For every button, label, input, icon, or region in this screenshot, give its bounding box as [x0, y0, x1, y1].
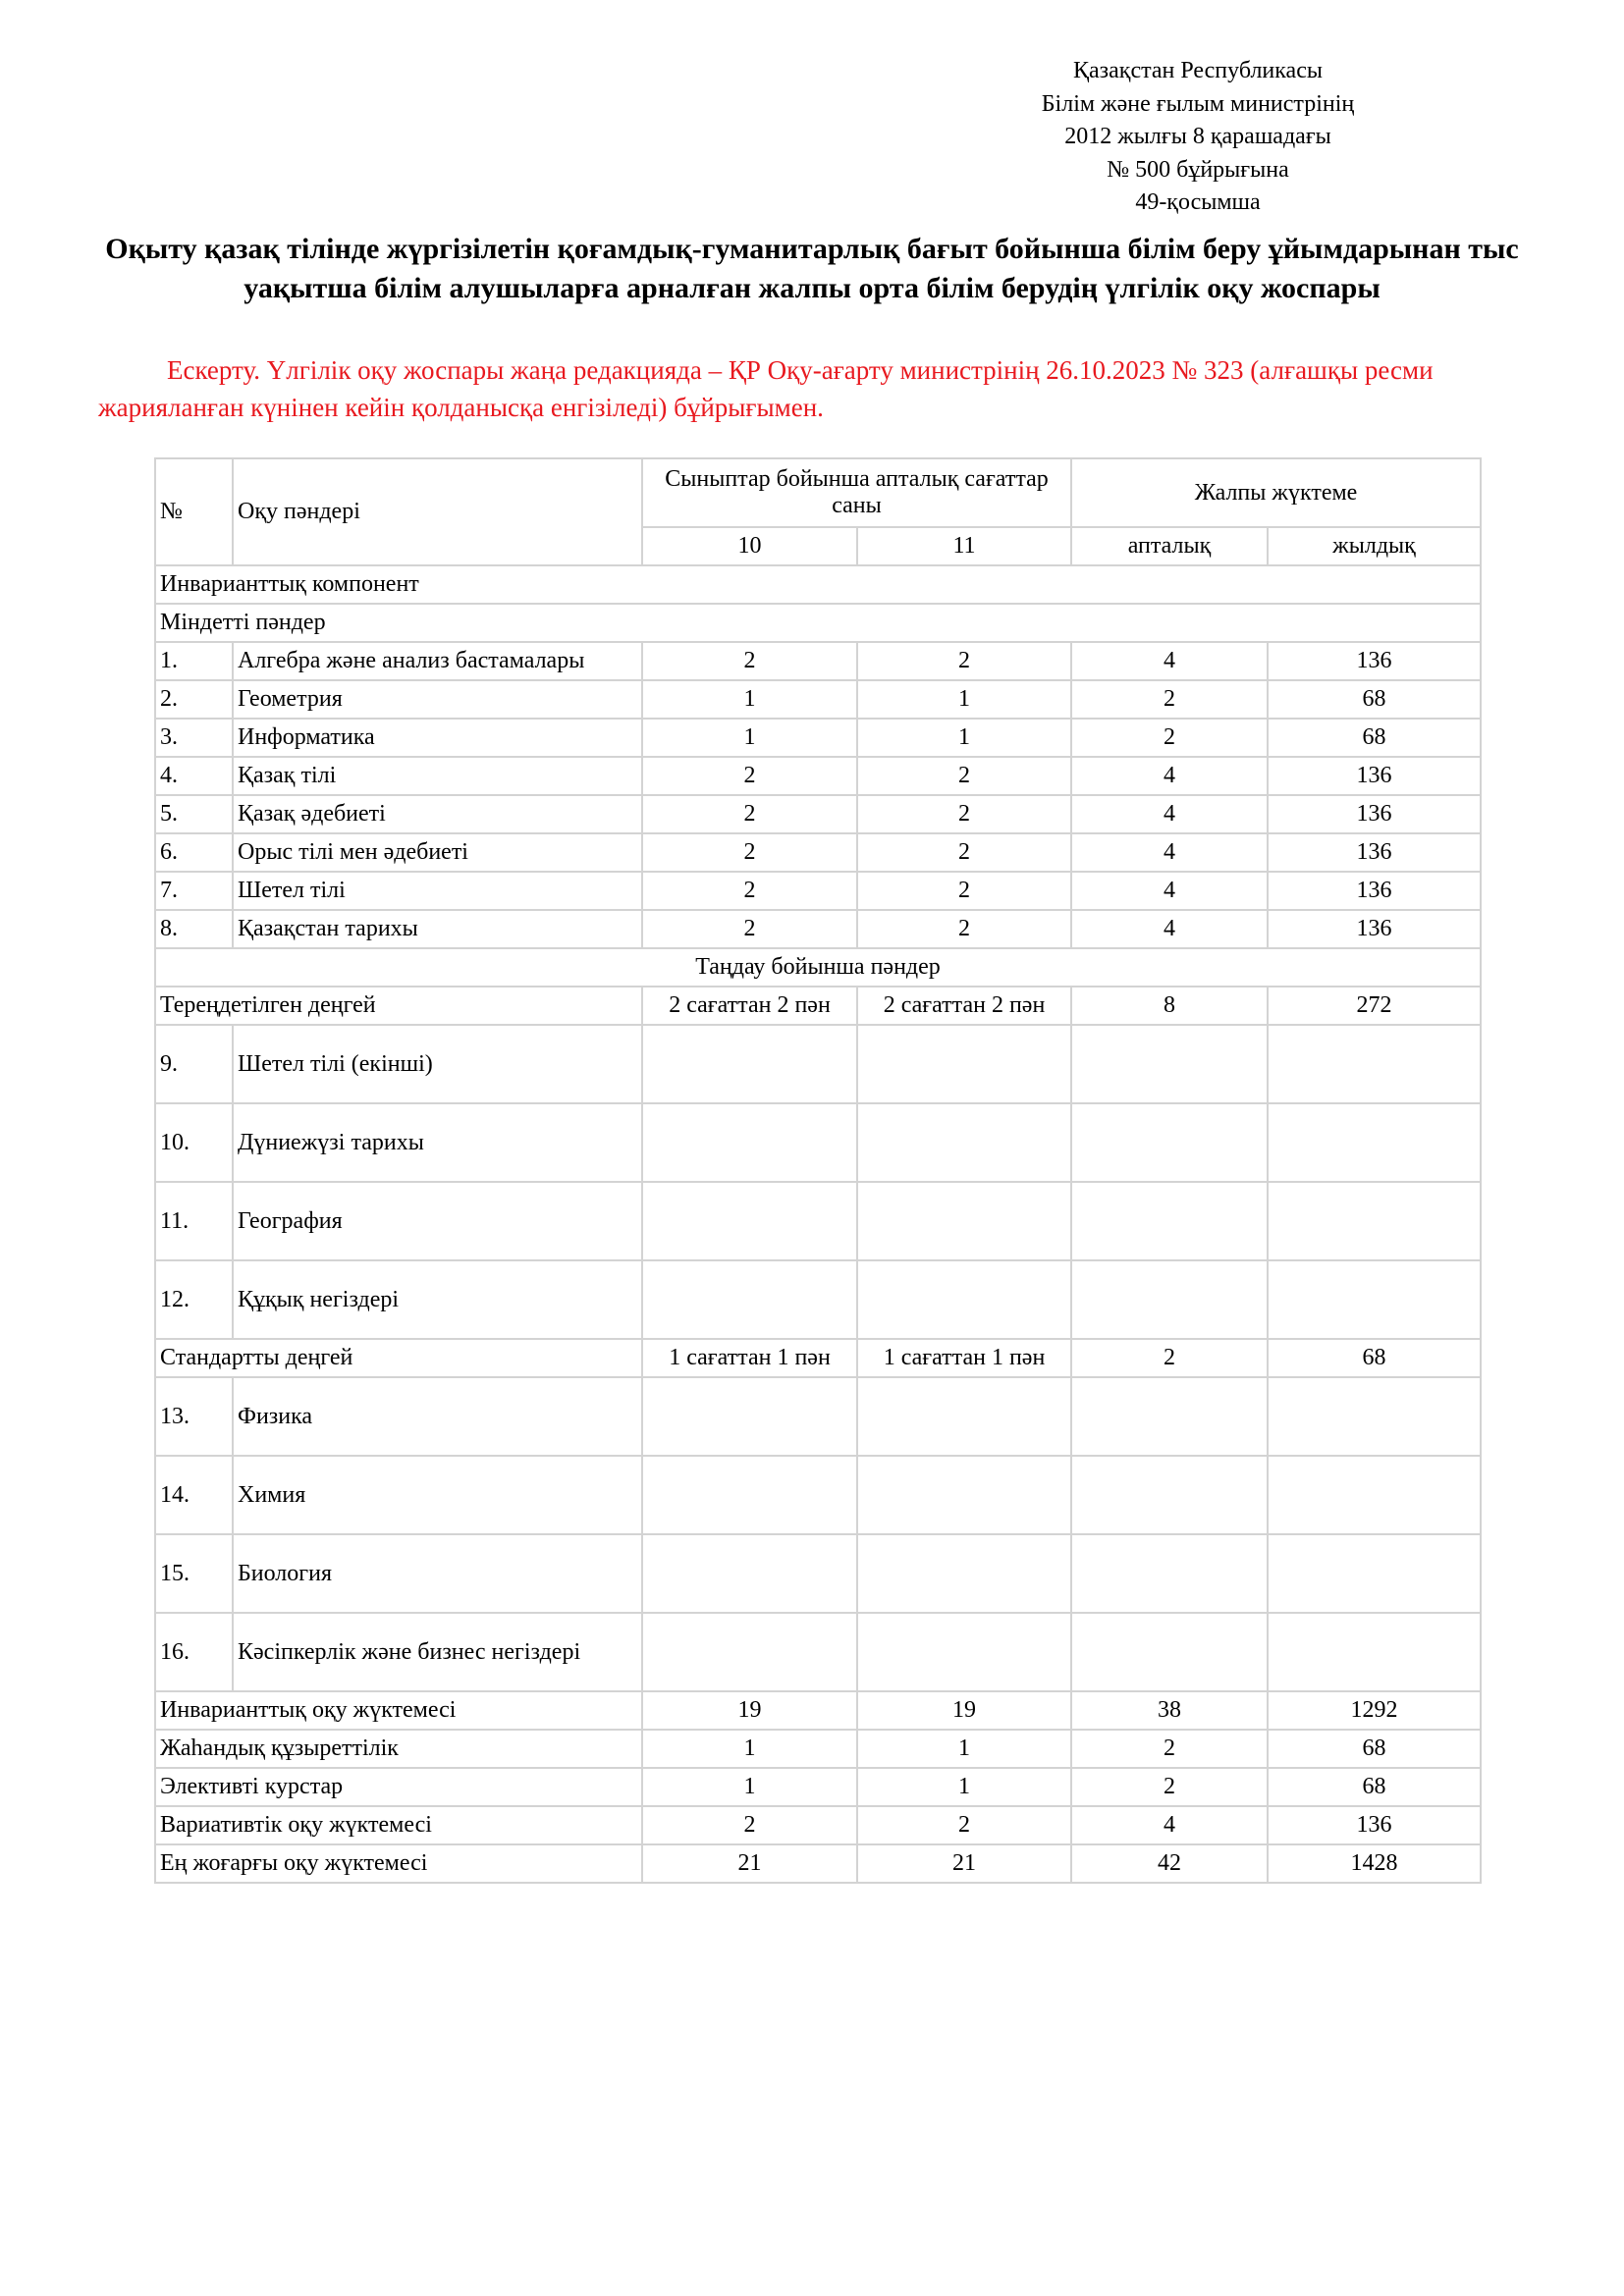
cell-grade-11: 2: [857, 910, 1071, 948]
cell-empty: [1071, 1025, 1268, 1103]
cell-weekly: 4: [1071, 833, 1268, 872]
cell-yearly: 136: [1268, 910, 1481, 948]
table-row: [155, 719, 1481, 757]
cell-empty: [1071, 1260, 1268, 1339]
cell-grade-10: 1 сағаттан 1 пән: [642, 1339, 857, 1377]
cell-weekly: 4: [1071, 757, 1268, 795]
cell-empty: [857, 1534, 1071, 1613]
cell-subject: Физика: [233, 1377, 642, 1456]
cell-weekly: 2: [1071, 1730, 1268, 1768]
total-row: [155, 1806, 1481, 1844]
cell-empty: [1268, 1613, 1481, 1691]
cell-num: 6.: [155, 833, 233, 872]
cell-num: 15.: [155, 1534, 233, 1613]
cell-num: 2.: [155, 680, 233, 719]
cell-empty: [1268, 1456, 1481, 1534]
section-row: [155, 604, 1481, 642]
cell-subject: Химия: [233, 1456, 642, 1534]
cell-weekly: 2: [1071, 1339, 1268, 1377]
cell-empty: [857, 1260, 1071, 1339]
cell-subject: Қазақ әдебиеті: [233, 795, 642, 833]
cell-grade-10: 1: [642, 719, 857, 757]
cell-yearly: 68: [1268, 1339, 1481, 1377]
cell-grade-10: 2: [642, 795, 857, 833]
cell-grade-11: 1 сағаттан 1 пән: [857, 1339, 1071, 1377]
cell-weekly: 4: [1071, 910, 1268, 948]
total-label: Инварианттық оқу жүктемесі: [155, 1691, 642, 1730]
cell-empty: [642, 1456, 857, 1534]
header-line: Білім және ғылым министрінің: [1041, 90, 1355, 117]
cell-grade-10: 2: [642, 757, 857, 795]
cell-empty: [1268, 1103, 1481, 1182]
cell-grade-10: 1: [642, 1730, 857, 1768]
cell-empty: [1268, 1377, 1481, 1456]
cell-grade-10: 1: [642, 1768, 857, 1806]
table-row: [155, 680, 1481, 719]
cell-empty: [642, 1260, 857, 1339]
cell-empty: [857, 1377, 1071, 1456]
cell-yearly: 68: [1268, 719, 1481, 757]
level-label: Стандартты деңгей: [155, 1339, 642, 1377]
cell-empty: [642, 1534, 857, 1613]
table-header-row: [155, 458, 1481, 527]
cell-subject: Шетел тілі (екінші): [233, 1025, 642, 1103]
cell-num: 11.: [155, 1182, 233, 1260]
table-row: [155, 642, 1481, 680]
total-label: Ең жоғарғы оқу жүктемесі: [155, 1844, 642, 1883]
section-mandatory: Міндетті пәндер: [155, 604, 1481, 642]
cell-weekly: 4: [1071, 795, 1268, 833]
level-row-advanced: [155, 987, 1481, 1025]
cell-grade-10: 2: [642, 642, 857, 680]
cell-yearly: 68: [1268, 680, 1481, 719]
cell-weekly: 38: [1071, 1691, 1268, 1730]
cell-subject: Қазақ тілі: [233, 757, 642, 795]
cell-empty: [1268, 1260, 1481, 1339]
cell-num: 13.: [155, 1377, 233, 1456]
cell-yearly: 136: [1268, 795, 1481, 833]
cell-grade-10: 2: [642, 833, 857, 872]
cell-num: 3.: [155, 719, 233, 757]
cell-subject: Құқық негіздері: [233, 1260, 642, 1339]
header-yearly: жылдық: [1268, 527, 1481, 565]
curriculum-table: [154, 457, 1482, 1884]
cell-empty: [1071, 1456, 1268, 1534]
cell-num: 10.: [155, 1103, 233, 1182]
total-label: Вариативтік оқу жүктемесі: [155, 1806, 642, 1844]
header-grade-10: 10: [642, 527, 857, 565]
table-row: [155, 1456, 1481, 1534]
table-row: [155, 833, 1481, 872]
cell-subject: География: [233, 1182, 642, 1260]
cell-empty: [857, 1103, 1071, 1182]
cell-grade-11: 2: [857, 642, 1071, 680]
cell-subject: Биология: [233, 1534, 642, 1613]
header-grade-11: 11: [857, 527, 1071, 565]
cell-weekly: 2: [1071, 680, 1268, 719]
cell-yearly: 272: [1268, 987, 1481, 1025]
cell-yearly: 136: [1268, 757, 1481, 795]
total-label: Элективті курстар: [155, 1768, 642, 1806]
cell-grade-11: 2 сағаттан 2 пән: [857, 987, 1071, 1025]
cell-weekly: 2: [1071, 719, 1268, 757]
cell-grade-10: 2: [642, 872, 857, 910]
header-line: № 500 бұйрығына: [1107, 156, 1289, 183]
cell-num: 5.: [155, 795, 233, 833]
cell-grade-11: 2: [857, 833, 1071, 872]
header-line: 49-қосымша: [1135, 189, 1261, 215]
amendment-note: Ескерту. Үлгілік оқу жоспары жаңа редакцияда – ҚР Оқу-ағарту министрінің 26.10.2023 № 323 (алғашқы ресми жарияланған күнінен кейін қолданысқа енгізіледі) бұйрығымен.: [98, 355, 1434, 422]
cell-empty: [1071, 1613, 1268, 1691]
cell-yearly: 1428: [1268, 1844, 1481, 1883]
cell-subject: Геометрия: [233, 680, 642, 719]
cell-empty: [1268, 1025, 1481, 1103]
header-num: №: [155, 458, 233, 565]
cell-num: 16.: [155, 1613, 233, 1691]
total-row: [155, 1844, 1481, 1883]
section-row: [155, 565, 1481, 604]
cell-grade-10: 2: [642, 910, 857, 948]
header-line: 2012 жылғы 8 қарашадағы: [1064, 124, 1331, 149]
cell-empty: [642, 1377, 857, 1456]
cell-weekly: 4: [1071, 1806, 1268, 1844]
document-title: Оқыту қазақ тілінде жүргізілетін қоғамдық-гуманитарлық бағыт бойынша білім беру ұйымдарынан тыс уақытша білім алушыларға арналған жалпы орта білім берудің үлгілік оқу жоспары: [105, 233, 1519, 304]
cell-grade-11: 1: [857, 719, 1071, 757]
level-label: Тереңдетілген деңгей: [155, 987, 642, 1025]
cell-yearly: 136: [1268, 1806, 1481, 1844]
table-row: [155, 1613, 1481, 1691]
table-row: [155, 757, 1481, 795]
header-total-load: Жалпы жүктеме: [1071, 458, 1481, 527]
cell-grade-10: 2 сағаттан 2 пән: [642, 987, 857, 1025]
cell-empty: [857, 1025, 1071, 1103]
cell-grade-11: 1: [857, 1768, 1071, 1806]
table-row: [155, 910, 1481, 948]
cell-grade-11: 2: [857, 872, 1071, 910]
cell-num: 1.: [155, 642, 233, 680]
cell-grade-11: 21: [857, 1844, 1071, 1883]
table-row: [155, 1260, 1481, 1339]
level-row-standard: [155, 1339, 1481, 1377]
table-row: [155, 1377, 1481, 1456]
cell-empty: [1071, 1103, 1268, 1182]
section-invariant: Инварианттық компонент: [155, 565, 1481, 604]
cell-weekly: 4: [1071, 872, 1268, 910]
cell-num: 7.: [155, 872, 233, 910]
cell-yearly: 68: [1268, 1768, 1481, 1806]
cell-yearly: 136: [1268, 872, 1481, 910]
total-row: [155, 1691, 1481, 1730]
section-elective: Таңдау бойынша пәндер: [155, 948, 1481, 987]
cell-empty: [1268, 1534, 1481, 1613]
cell-grade-11: 1: [857, 1730, 1071, 1768]
cell-weekly: 2: [1071, 1768, 1268, 1806]
cell-subject: Информатика: [233, 719, 642, 757]
cell-grade-11: 19: [857, 1691, 1071, 1730]
table-row: [155, 872, 1481, 910]
cell-empty: [1268, 1182, 1481, 1260]
cell-empty: [642, 1613, 857, 1691]
cell-subject: Алгебра және анализ бастамалары: [233, 642, 642, 680]
cell-yearly: 68: [1268, 1730, 1481, 1768]
cell-num: 14.: [155, 1456, 233, 1534]
cell-num: 12.: [155, 1260, 233, 1339]
header-weekly: апталық: [1071, 527, 1268, 565]
header-subjects: Оқу пәндері: [233, 458, 642, 565]
cell-empty: [642, 1182, 857, 1260]
table-row: [155, 1103, 1481, 1182]
table-row: [155, 1182, 1481, 1260]
cell-empty: [857, 1613, 1071, 1691]
cell-grade-10: 21: [642, 1844, 857, 1883]
cell-yearly: 136: [1268, 642, 1481, 680]
cell-empty: [857, 1456, 1071, 1534]
appendix-header: [982, 55, 1414, 220]
cell-subject: Шетел тілі: [233, 872, 642, 910]
cell-empty: [1071, 1534, 1268, 1613]
cell-grade-11: 1: [857, 680, 1071, 719]
total-row: [155, 1768, 1481, 1806]
cell-subject: Дүниежүзі тарихы: [233, 1103, 642, 1182]
cell-weekly: 4: [1071, 642, 1268, 680]
cell-empty: [642, 1103, 857, 1182]
cell-num: 4.: [155, 757, 233, 795]
header-weekly-hours: Сыныптар бойынша апталық сағаттар саны: [642, 458, 1071, 527]
table-row: [155, 1025, 1481, 1103]
cell-grade-10: 2: [642, 1806, 857, 1844]
cell-grade-11: 2: [857, 795, 1071, 833]
cell-grade-11: 2: [857, 1806, 1071, 1844]
cell-grade-11: 2: [857, 757, 1071, 795]
cell-weekly: 42: [1071, 1844, 1268, 1883]
cell-empty: [1071, 1377, 1268, 1456]
section-row: [155, 948, 1481, 987]
cell-subject: Қазақстан тарихы: [233, 910, 642, 948]
header-line: Қазақстан Республикасы: [1072, 58, 1323, 83]
total-row: [155, 1730, 1481, 1768]
cell-yearly: 136: [1268, 833, 1481, 872]
cell-grade-10: 1: [642, 680, 857, 719]
cell-empty: [1071, 1182, 1268, 1260]
total-label: Жаһандық құзыреттілік: [155, 1730, 642, 1768]
cell-subject: Орыс тілі мен әдебиеті: [233, 833, 642, 872]
cell-subject: Кәсіпкерлік және бизнес негіздері: [233, 1613, 642, 1691]
cell-num: 9.: [155, 1025, 233, 1103]
cell-empty: [857, 1182, 1071, 1260]
cell-grade-10: 19: [642, 1691, 857, 1730]
cell-weekly: 8: [1071, 987, 1268, 1025]
cell-num: 8.: [155, 910, 233, 948]
table-row: [155, 795, 1481, 833]
table-row: [155, 1534, 1481, 1613]
cell-empty: [642, 1025, 857, 1103]
cell-yearly: 1292: [1268, 1691, 1481, 1730]
